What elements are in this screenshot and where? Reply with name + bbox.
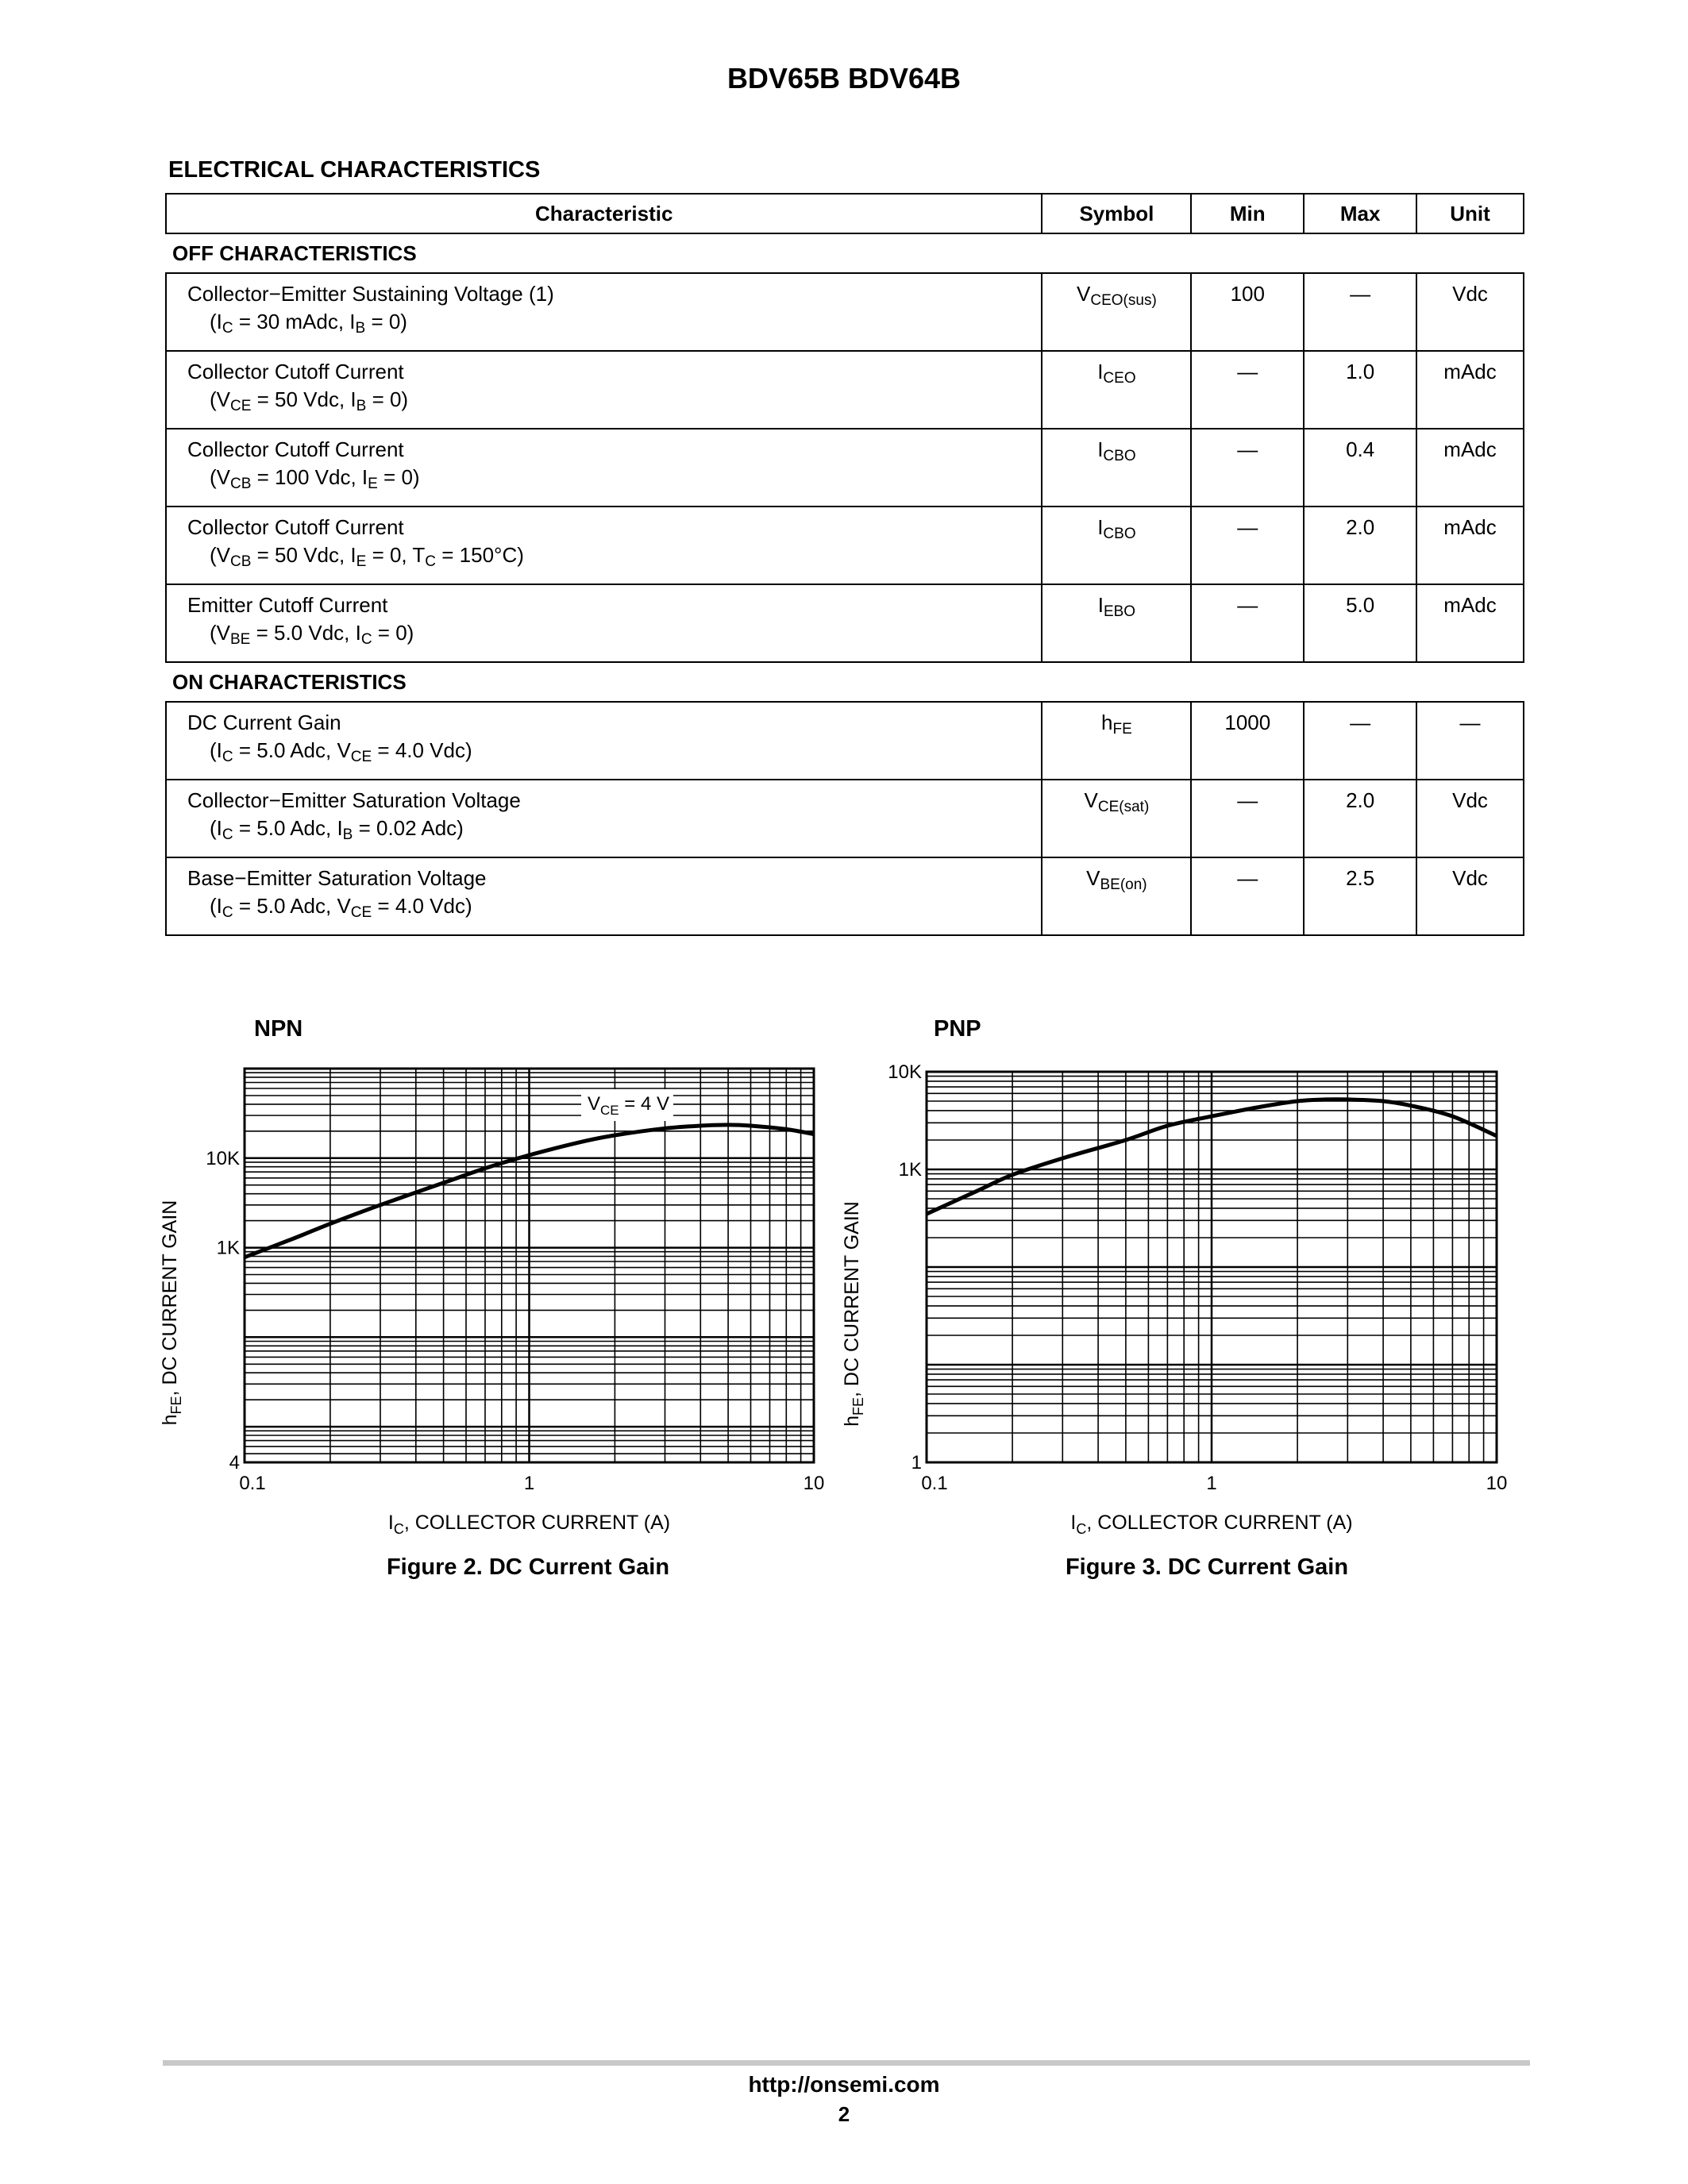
y-tick-label: 10K <box>206 1147 240 1169</box>
row-name: DC Current Gain <box>187 711 341 734</box>
section-title: ELECTRICAL CHARACTERISTICS <box>168 157 541 183</box>
row-condition: ($V_{CB} = 50$ Vdc, $I_E = 0$, $T_C = 150^\circ C$) <box>210 543 524 570</box>
row-unit: — <box>1416 702 1524 780</box>
table-row <box>166 780 1524 857</box>
group-label-on: ON CHARACTERISTICS <box>172 669 407 694</box>
row-unit: mAdc <box>1416 584 1524 662</box>
row-unit: mAdc <box>1416 351 1524 429</box>
row-condition: ($I_C = 30$ mAdc, $I_B = 0$) <box>210 310 407 337</box>
x-tick-label: 1 <box>1206 1473 1217 1494</box>
row-condition: ($I_C = 5.0$ Adc, $V_{CE} = 4.0$ Vdc) <box>210 738 472 765</box>
chart-title: NPN <box>254 1016 303 1042</box>
table-row <box>166 507 1524 584</box>
footer-divider <box>163 2060 1530 2066</box>
row-name: Collector−Emitter Sustaining Voltage (1) <box>187 282 554 306</box>
row-max: 2.0 <box>1304 507 1416 584</box>
vce-annotation: $V_{CE} = 4$ V <box>588 1093 670 1118</box>
row-name: Collector Cutoff Current <box>187 437 404 461</box>
page-number: 2 <box>838 2102 850 2126</box>
x-tick-label: 0.1 <box>921 1473 948 1494</box>
row-unit: mAdc <box>1416 507 1524 584</box>
row-max: — <box>1304 702 1416 780</box>
row-name: Collector Cutoff Current <box>187 515 404 539</box>
row-min: 100 <box>1191 273 1304 351</box>
row-condition: ($V_{CE} = 50$ Vdc, $I_B = 0$) <box>210 387 409 414</box>
group-label-off: OFF CHARACTERISTICS <box>172 241 417 265</box>
row-symbol: $V_{CE(sat)}$ <box>1042 780 1191 857</box>
electrical-characteristics-table <box>165 193 1524 936</box>
row-max: 5.0 <box>1304 584 1416 662</box>
y-axis-label: $h_{FE}$, DC CURRENT GAIN <box>841 1201 866 1427</box>
table-row <box>166 584 1524 662</box>
footer-url[interactable]: http://onsemi.com <box>748 2072 940 2097</box>
row-condition: ($V_{BE} = 5.0$ Vdc, $I_C = 0$) <box>210 621 414 648</box>
figure-3-caption: Figure 3. DC Current Gain <box>1065 1554 1349 1580</box>
header-characteristic: Characteristic <box>166 194 1042 233</box>
row-max: 0.4 <box>1304 429 1416 507</box>
x-tick-label: 1 <box>523 1473 535 1494</box>
x-tick-label: 10 <box>1486 1473 1508 1494</box>
row-name: Collector Cutoff Current <box>187 360 404 383</box>
x-tick-label: 10 <box>803 1473 825 1494</box>
figure-2-caption: Figure 2. DC Current Gain <box>386 1554 670 1580</box>
row-max: 2.5 <box>1304 857 1416 935</box>
row-max: — <box>1304 273 1416 351</box>
header-min: Min <box>1191 194 1304 233</box>
chart-grid <box>245 1069 814 1462</box>
x-tick-label: 0.1 <box>239 1473 266 1494</box>
row-min: — <box>1191 857 1304 935</box>
row-symbol: $I_{EBO}$ <box>1042 584 1191 662</box>
row-max: 2.0 <box>1304 780 1416 857</box>
group-row-on <box>166 662 1524 702</box>
y-tick-label: 10K <box>888 1061 922 1083</box>
table-row <box>166 429 1524 507</box>
row-symbol: $I_{CBO}$ <box>1042 429 1191 507</box>
table-header-row <box>166 194 1524 233</box>
y-axis-label: $h_{FE}$, DC CURRENT GAIN <box>159 1200 184 1426</box>
row-unit: Vdc <box>1416 780 1524 857</box>
row-name: Base−Emitter Saturation Voltage <box>187 866 487 890</box>
row-max: 1.0 <box>1304 351 1416 429</box>
row-condition: ($I_C = 5.0$ Adc, $V_{CE} = 4.0$ Vdc) <box>210 894 472 921</box>
row-unit: Vdc <box>1416 857 1524 935</box>
npn-gain-chart <box>143 1008 842 1548</box>
chart-title: PNP <box>934 1016 981 1042</box>
row-symbol: $I_{CEO}$ <box>1042 351 1191 429</box>
row-condition: ($V_{CB} = 100$ Vdc, $I_E = 0$) <box>210 465 420 492</box>
table-row <box>166 351 1524 429</box>
row-min: 1000 <box>1191 702 1304 780</box>
header-max: Max <box>1304 194 1416 233</box>
table-row <box>166 857 1524 935</box>
row-symbol: $V_{BE(on)}$ <box>1042 857 1191 935</box>
row-min: — <box>1191 507 1304 584</box>
row-min: — <box>1191 429 1304 507</box>
row-condition: ($I_C = 5.0$ Adc, $I_B = 0.02$ Adc) <box>210 816 464 843</box>
header-unit: Unit <box>1416 194 1524 233</box>
chart-grid <box>927 1072 1497 1462</box>
y-tick-label: 1K <box>898 1159 922 1181</box>
x-axis-label: $I_C$, COLLECTOR CURRENT (A) <box>387 1512 671 1537</box>
row-min: — <box>1191 351 1304 429</box>
row-name: Emitter Cutoff Current <box>187 593 388 617</box>
row-symbol: $I_{CBO}$ <box>1042 507 1191 584</box>
y-tick-label: 1 <box>911 1452 922 1473</box>
table-row <box>166 702 1524 780</box>
row-min: — <box>1191 584 1304 662</box>
group-row-off <box>166 233 1524 273</box>
row-symbol: $V_{CEO(sus)}$ <box>1042 273 1191 351</box>
row-min: — <box>1191 780 1304 857</box>
header-symbol: Symbol <box>1042 194 1191 233</box>
document-title: BDV65B BDV64B <box>726 62 962 94</box>
tick-labels <box>206 1148 824 1494</box>
x-axis-label: $I_C$, COLLECTOR CURRENT (A) <box>1070 1512 1353 1537</box>
table-row <box>166 273 1524 351</box>
pnp-gain-chart <box>826 1008 1524 1548</box>
y-tick-label: 1K <box>216 1237 240 1259</box>
row-unit: Vdc <box>1416 273 1524 351</box>
row-symbol: $h_{FE}$ <box>1042 702 1191 780</box>
row-name: Collector−Emitter Saturation Voltage <box>187 788 521 812</box>
tick-labels <box>888 1061 1507 1494</box>
y-tick-label: 4 <box>229 1452 240 1473</box>
row-unit: mAdc <box>1416 429 1524 507</box>
